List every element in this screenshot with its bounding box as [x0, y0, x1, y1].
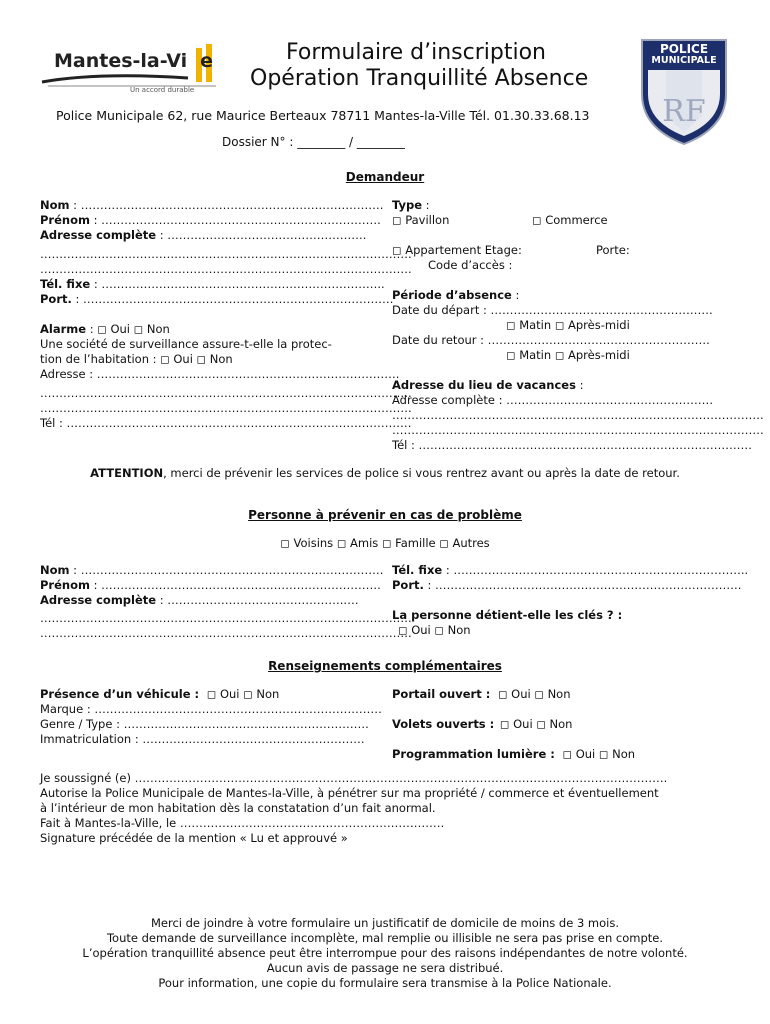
personne-port[interactable]: Port. : …………………………………………………………………….. [392, 578, 742, 592]
badge-line2: MUNICIPALE [651, 55, 717, 66]
demandeur-prenom[interactable]: Prénom : ………………………………………………………………. [40, 213, 381, 227]
badge-line1: POLICE [659, 42, 709, 56]
vacances-adresse-line1[interactable]: ……………………………………………………………………………………. [392, 408, 764, 422]
depart-matin-apresmidi[interactable]: ◻ Matin ◻ Après-midi [506, 318, 630, 332]
police-address: Police Municipale 62, rue Maurice Berteaux 78711 Mantes-la-Ville Tél. 01.30.33.68.13 [56, 108, 590, 123]
demandeur-nom[interactable]: Nom : ……………………………………………………………………. [40, 198, 384, 212]
demandeur-adresse-line1[interactable]: ……………………………………………………………………………………. [40, 247, 412, 261]
vacances-tel[interactable]: Tél : …………………………………………………………………………… [392, 438, 753, 452]
vacances-adresse-line2[interactable]: ……………………………………………………………………………………. [392, 423, 764, 437]
attestation-block [40, 771, 667, 846]
type-appartement-checkbox[interactable]: ◻ Appartement Etage: [392, 243, 522, 257]
footer-line-3: L’opération tranquillité absence peut être interrompue pour des raisons indépendantes de notre volonté. [82, 946, 688, 960]
date-depart[interactable]: Date du départ : …………………………………………………. [392, 303, 713, 317]
alarme-checkboxes[interactable]: Alarme : ◻ Oui ◻ Non [40, 322, 170, 336]
personne-tel-fixe[interactable]: Tél. fixe : ………………………………………………………………….. [392, 563, 749, 577]
type-pavillon-checkbox[interactable]: ◻ Pavillon [392, 213, 450, 227]
vehicule-marque[interactable]: Marque : ………………………………………………………………… [40, 702, 382, 716]
badge-monogram: RF [662, 94, 706, 129]
signature-instruction: Signature précédée de la mention « Lu et approuvé » [40, 831, 348, 845]
cles-question: La personne détient-elle les clés ? : [392, 608, 623, 622]
type-commerce-checkbox[interactable]: ◻ Commerce [532, 213, 608, 227]
relation-checkboxes[interactable]: ◻ Voisins ◻ Amis ◻ Famille ◻ Autres [280, 536, 490, 550]
societe-adresse-line2[interactable]: ……………………………………………………………………………………. [40, 401, 412, 415]
renseignements-left-column [40, 687, 382, 747]
societe-surveillance-checkboxes[interactable]: tion de l’habitation : ◻ Oui ◻ Non [40, 352, 233, 366]
retour-matin-apresmidi[interactable]: ◻ Matin ◻ Après-midi [506, 348, 630, 362]
personne-left-column [40, 563, 412, 641]
personne-adresse-line1[interactable]: ……………………………………………………………………………………. [40, 611, 412, 625]
demandeur-port[interactable]: Port. : ……………………………………………………………………… [40, 292, 394, 306]
footer-line-4: Aucun avis de passage ne sera distribué. [266, 961, 504, 975]
logo-tagline: Un accord durable [130, 86, 195, 94]
police-badge [638, 36, 730, 146]
demandeur-adresse[interactable]: Adresse complète : ……………………………………………. [40, 228, 367, 242]
cles-checkboxes[interactable]: ◻ Oui ◻ Non [398, 623, 471, 637]
dossier-number: Dossier N° : ________ / ________ [222, 135, 405, 149]
appartement-porte[interactable]: Porte: [596, 243, 630, 257]
attention-notice: ATTENTION, merci de prévenir les services de police si vous rentrez avant ou après la date de retour. [90, 466, 680, 480]
section-renseignements-heading: Renseignements complémentaires [268, 659, 502, 673]
footer-line-5: Pour information, une copie du formulaire sera transmise à la Police Nationale. [158, 976, 612, 990]
demandeur-right-column: Type : ◻ Pavillon ◻ Commerce ◻ Appartement Etage: Porte: Code d’accès : Période d’absence : Date du départ : …………………………………………………. ◻ Matin ◻ Après-midi Date du retour : …………………………………………………. ◻ Matin ◻ Après-midi Adresse du lieu de vacances : Adresse complète : ……………………………………………… ……………………………………………………………………………………. ……………………………………………………………………………………. Tél : …………………………………………………………………………… [392, 198, 764, 452]
footer-line-2: Toute demande de surveillance incomplète, mal remplie ou illisible ne sera pas prise en compte. [106, 931, 663, 945]
programmation-checkboxes[interactable]: Programmation lumière : ◻ Oui ◻ Non [392, 747, 636, 761]
demandeur-adresse-line2[interactable]: ……………………………………………………………………………………. [40, 262, 412, 276]
section-demandeur-heading: Demandeur [345, 170, 425, 184]
demandeur-tel-fixe[interactable]: Tél. fixe : ……………………………………………………………….. [40, 277, 385, 291]
vacances-label: Adresse du lieu de vacances [392, 378, 576, 392]
societe-adresse[interactable]: Adresse : ……………………………………………………………………. [40, 367, 400, 381]
personne-adresse[interactable]: Adresse complète : ………………………………………..… [40, 593, 359, 607]
demandeur-left-column [40, 198, 412, 431]
autorisation-text-1: Autorise la Police Municipale de Mantes-la-Ville, à pénétrer sur ma propriété / commerce et éventuellement [40, 786, 659, 800]
vehicule-genre[interactable]: Genre / Type : ………………………………………………………. [40, 717, 369, 731]
footer-notes [0, 916, 770, 991]
form-title-line2: Opération Tranquillité Absence [250, 66, 589, 91]
periode-absence-label: Période d’absence [392, 288, 512, 302]
soussigne-field[interactable]: Je soussigné (e) …………………………………………………………………………………………………………………………. [40, 771, 668, 785]
type-label: Type [392, 198, 423, 212]
volets-checkboxes[interactable]: Volets ouverts : ◻ Oui ◻ Non [392, 717, 573, 731]
societe-tel[interactable]: Tél : ……………………………………………………………………………… [40, 416, 412, 430]
footer-line-1: Merci de joindre à votre formulaire un justificatif de domicile de moins de 3 mois. [150, 916, 620, 930]
vacances-adresse[interactable]: Adresse complète : ……………………………………………… [392, 393, 714, 407]
renseignements-right-column [392, 687, 635, 762]
portail-checkboxes[interactable]: Portail ouvert : ◻ Oui ◻ Non [392, 687, 571, 701]
form-title-line1: Formulaire d’inscription [286, 40, 546, 65]
logo-text: Mantes-la-Vi e [54, 50, 214, 72]
fait-a-date-field[interactable]: Fait à Mantes-la-Ville, le …………………………………………………………… [40, 816, 445, 830]
personne-right-column [392, 563, 748, 638]
personne-prenom[interactable]: Prénom : ………………………………………………………………. [40, 578, 381, 592]
code-acces[interactable]: Code d’accès : [428, 258, 513, 272]
personne-nom[interactable]: Nom : ……………………………………………………………………. [40, 563, 384, 577]
section-personne-heading: Personne à prévenir en cas de problème [248, 508, 522, 522]
personne-adresse-line2[interactable]: ……………………………………………………………………………………. [40, 626, 412, 640]
city-logo [38, 42, 233, 102]
date-retour[interactable]: Date du retour : …………………………………………………. [392, 333, 710, 347]
vehicule-checkboxes[interactable]: Présence d’un véhicule : ◻ Oui ◻ Non [40, 687, 280, 701]
vehicule-immatriculation[interactable]: Immatriculation : …………………………………………………. [40, 732, 365, 746]
societe-surveillance-question: Une société de surveillance assure-t-elle la protec- [40, 337, 332, 351]
autorisation-text-2: à l’intérieur de mon habitation dès la constatation d’un fait anormal. [40, 801, 436, 815]
societe-adresse-line1[interactable]: ……………………………………………………………………………………. [40, 386, 412, 400]
